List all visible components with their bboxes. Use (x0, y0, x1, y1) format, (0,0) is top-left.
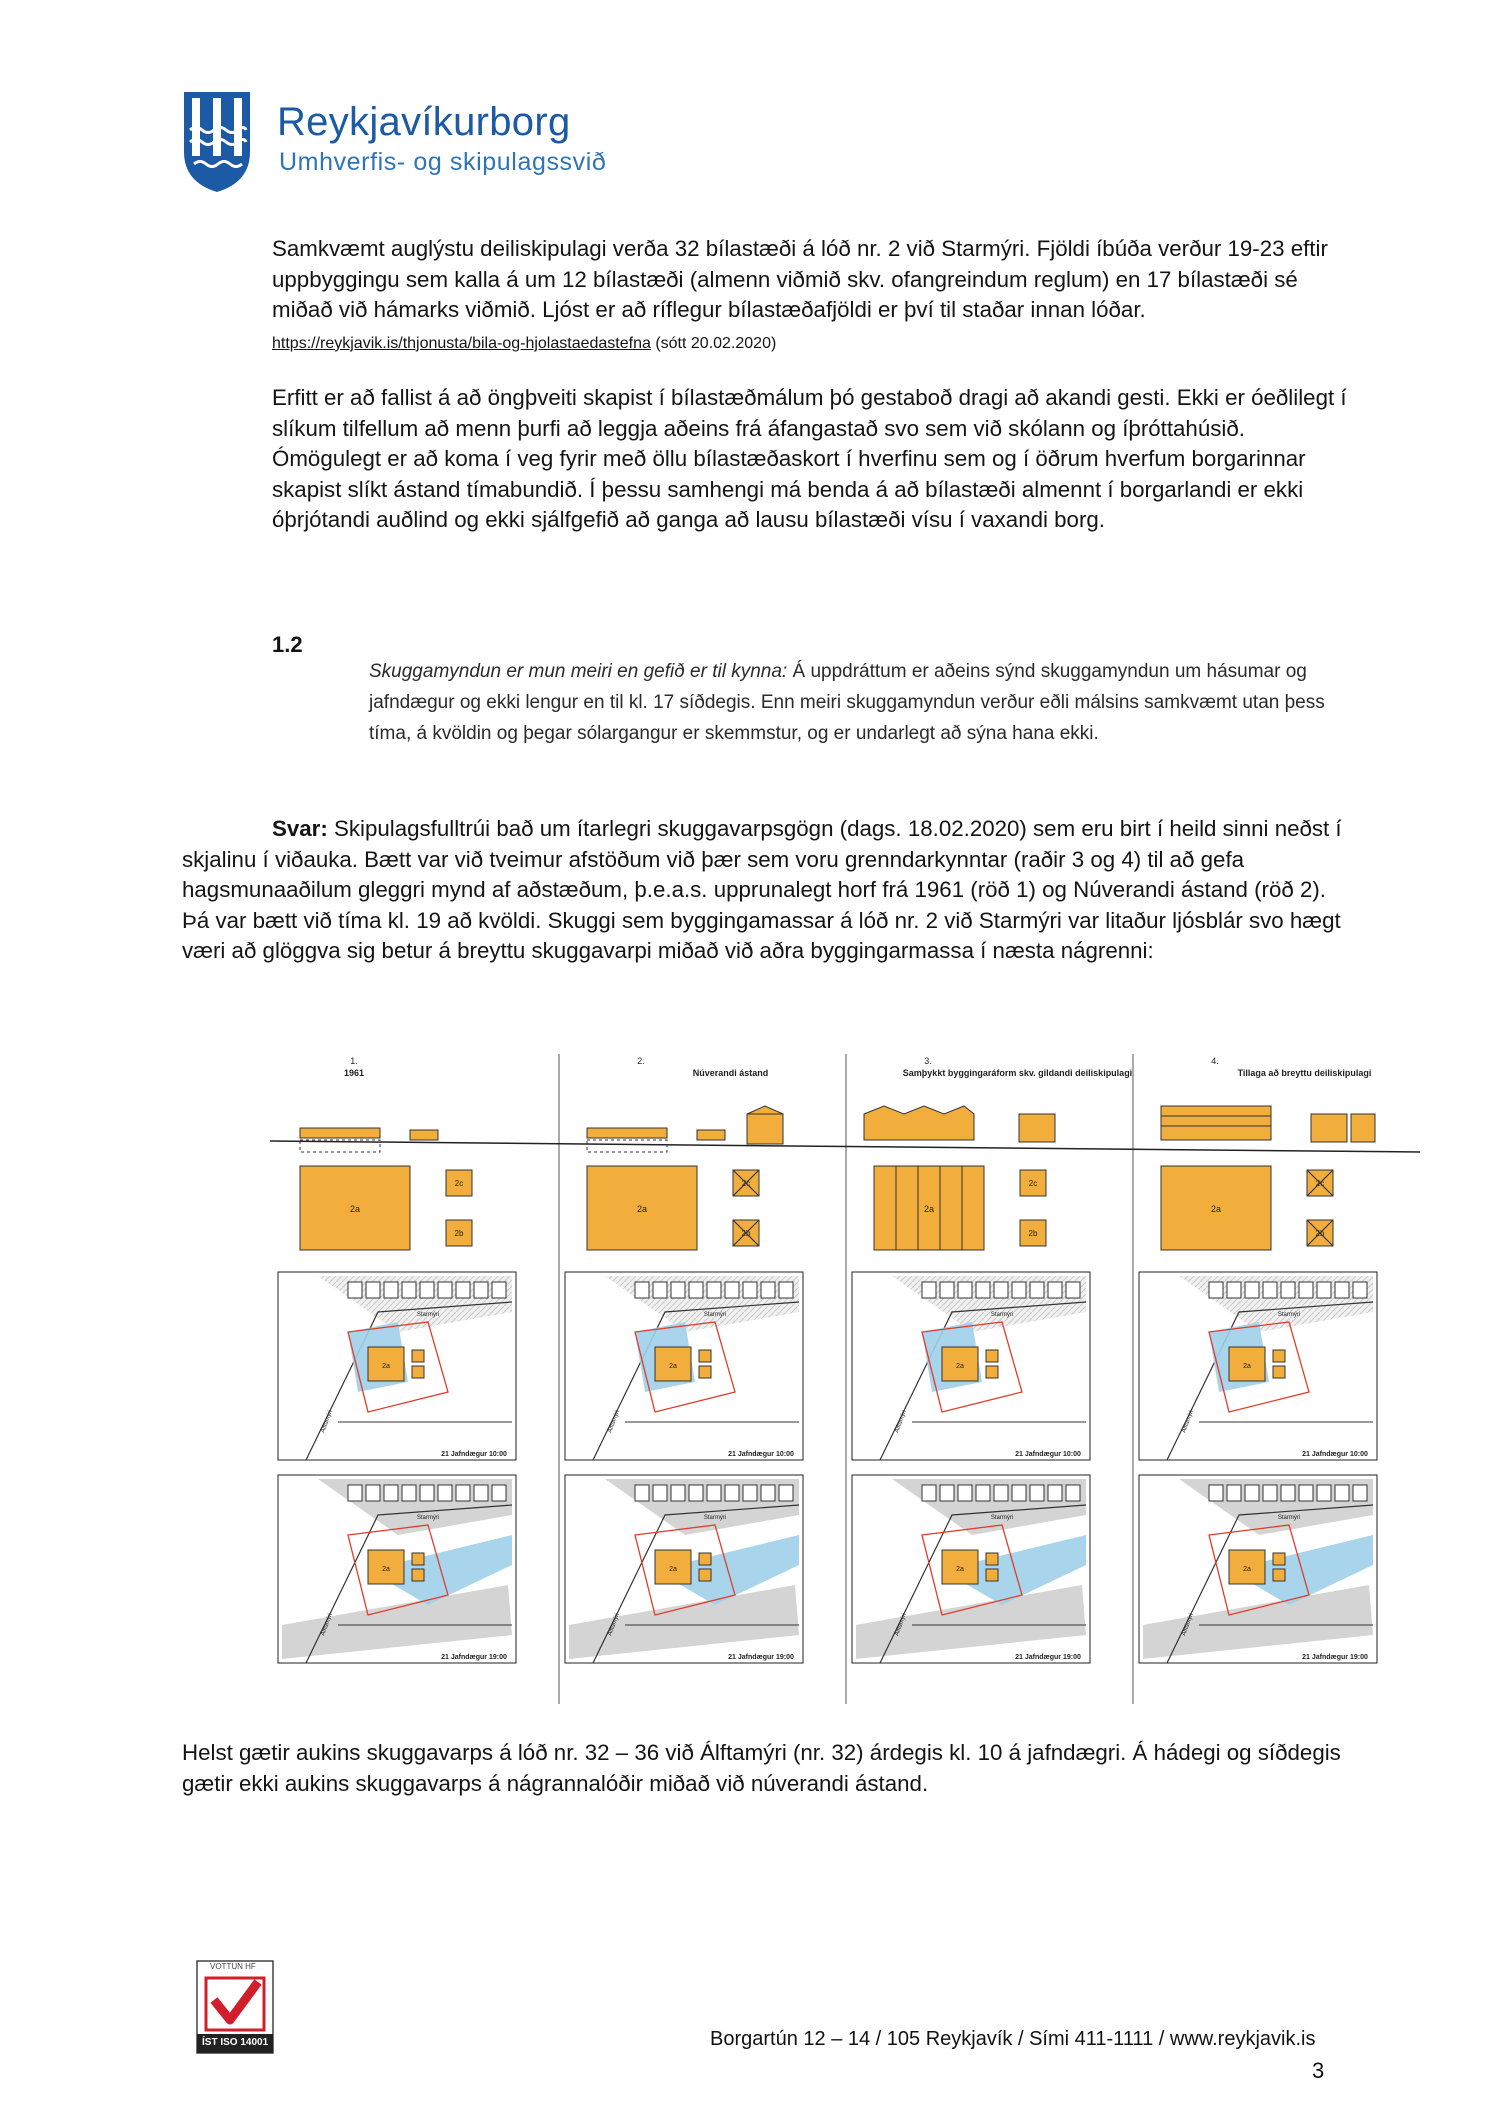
row-house (779, 1485, 793, 1501)
plan-label-2b: 2b (741, 1229, 751, 1238)
row-house (456, 1282, 470, 1298)
row-house (635, 1485, 649, 1501)
column-number: 2. (637, 1056, 645, 1066)
map-building-2b (412, 1569, 424, 1581)
elevation-building-b (410, 1130, 438, 1140)
row-house (402, 1485, 416, 1501)
row-house (671, 1282, 685, 1298)
map-street-label: Álftamýri (607, 1409, 621, 1434)
map-label-2a: 2a (956, 1363, 964, 1370)
row-house (384, 1282, 398, 1298)
map-label-2a: 2a (382, 1363, 390, 1370)
map-caption: 21 Jafndægur 19:00 (1302, 1654, 1368, 1661)
row-house (1245, 1485, 1259, 1501)
map-building-2c (412, 1553, 424, 1565)
row-house (1227, 1485, 1241, 1501)
map-street-label: Starmýri (703, 1312, 727, 1318)
header-logo (182, 90, 622, 195)
row-house (671, 1485, 685, 1501)
map-building-2b (412, 1366, 424, 1378)
map-caption: 21 Jafndægur 10:00 (728, 1451, 794, 1458)
row-house (456, 1485, 470, 1501)
row-house (635, 1282, 649, 1298)
map-street-label: Starmýri (1277, 1312, 1301, 1318)
row-house (1335, 1485, 1349, 1501)
quote-text: Á uppdráttum er aðeins sýnd skuggamyndun um hásumar og jafndægur og ekki lengur en til kl. 17 síðdegis. Enn meiri skuggamyndun verður eðli málsins samkvæmt utan þess tíma, á kvöldin og þegar sólargangur er skemmstur, og er undarlegt að sýna hana ekki. (369, 661, 1325, 744)
map-building-2c (412, 1350, 424, 1362)
cert-top-text: VOTTUN HF (210, 1962, 256, 1971)
row-house (1066, 1282, 1080, 1298)
map-building-2b (699, 1366, 711, 1378)
map-street-label: Starmýri (416, 1515, 440, 1521)
city-crest-icon (182, 90, 252, 194)
row-house (976, 1485, 990, 1501)
elevation-tower (1311, 1114, 1347, 1142)
plan-label-2a: 2a (636, 1204, 648, 1214)
row-house (366, 1282, 380, 1298)
map-caption: 21 Jafndægur 10:00 (1302, 1451, 1368, 1458)
map-label-2a: 2a (956, 1566, 964, 1573)
row-house (689, 1485, 703, 1501)
elevation-floor (1161, 1126, 1271, 1140)
map-building-2b (986, 1366, 998, 1378)
map-street-label: Álftamýri (607, 1612, 621, 1637)
row-house (384, 1485, 398, 1501)
row-house (1012, 1282, 1026, 1298)
answer-paragraph (182, 814, 1352, 967)
map-building-2c (699, 1350, 711, 1362)
row-house (761, 1485, 775, 1501)
map-building-2b (699, 1569, 711, 1581)
row-house (1245, 1282, 1259, 1298)
paragraph-parking (272, 234, 1352, 357)
row-house (1209, 1282, 1223, 1298)
row-house (761, 1282, 775, 1298)
map-street-label: Starmýri (703, 1515, 727, 1521)
row-house (492, 1282, 506, 1298)
row-house (707, 1485, 721, 1501)
row-house (653, 1485, 667, 1501)
map-building-2c (699, 1553, 711, 1565)
plan-label-2c: 2c (1028, 1179, 1038, 1188)
row-house (1048, 1485, 1062, 1501)
elevation-building-b (697, 1130, 725, 1140)
row-house (1263, 1282, 1277, 1298)
map-street-label: Álftamýri (894, 1612, 908, 1637)
row-house (474, 1485, 488, 1501)
row-house (1281, 1485, 1295, 1501)
reference-link[interactable]: https://reykjavik.is/thjonusta/bila-og-hjolastaedastefna (272, 334, 651, 352)
row-house (940, 1485, 954, 1501)
row-house (922, 1282, 936, 1298)
row-house (1012, 1485, 1026, 1501)
row-house (779, 1282, 793, 1298)
row-house (1299, 1485, 1313, 1501)
row-house (474, 1282, 488, 1298)
plan-label-2c: 2c (741, 1179, 751, 1188)
section-number: 1.2 (272, 632, 303, 657)
map-building-2b (1273, 1569, 1285, 1581)
elevation-floor (1161, 1116, 1271, 1126)
row-house (1281, 1282, 1295, 1298)
row-house (994, 1485, 1008, 1501)
map-caption: 21 Jafndægur 19:00 (441, 1654, 507, 1661)
elevation-tower (1351, 1114, 1375, 1142)
row-house (707, 1282, 721, 1298)
row-house (1066, 1485, 1080, 1501)
row-house (438, 1282, 452, 1298)
row-house (402, 1282, 416, 1298)
row-house (1048, 1282, 1062, 1298)
iso-certification-logo (196, 1960, 274, 2054)
elevation-floor (1161, 1106, 1271, 1116)
map-street-label: Starmýri (990, 1515, 1014, 1521)
page-number: 3 (1312, 2058, 1325, 2083)
paragraph-congestion: Erfitt er að fallist á að öngþveiti skapist í bílastæðmálum þó gestaboð dragi að akandi gesti. Ekki er óeðlilegt í slíkum tilfellum að menn þurfi að leggja aðeins frá áfangastað svo sem við skólann og íþróttahúsið. Ómögulegt er að koma í veg fyrir með öllu bílastæðaskort í hverfinu sem og í öðrum hverfum borgarinnar skapist slíkt ástand tímabundið. Í þessu samhengi má benda á að bílastæði almennt í borgarlandi er ekki óþrjótandi auðlind og ekki sjálfgefið að ganga að lausu bílastæði vísu í vaxandi borg. (272, 385, 1347, 532)
objection-quote (369, 656, 1329, 749)
basement-outline (587, 1140, 667, 1152)
map-street-label: Álftamýri (320, 1409, 334, 1434)
map-building-2b (1273, 1366, 1285, 1378)
row-house (1209, 1485, 1223, 1501)
map-label-2a: 2a (1243, 1566, 1251, 1573)
row-house (1030, 1485, 1044, 1501)
row-house (420, 1282, 434, 1298)
row-house (1317, 1282, 1331, 1298)
column-number: 3. (924, 1056, 932, 1066)
shadow-study-drawing (270, 1054, 1420, 1704)
row-house (366, 1485, 380, 1501)
row-house (348, 1282, 362, 1298)
row-house (689, 1282, 703, 1298)
elevation-sawtooth (864, 1106, 974, 1140)
plan-label-2b: 2b (1028, 1229, 1038, 1238)
map-caption: 21 Jafndægur 10:00 (441, 1451, 507, 1458)
elevation-tower (747, 1114, 783, 1144)
row-house (940, 1282, 954, 1298)
row-house (976, 1282, 990, 1298)
conclusion-paragraph: Helst gætir aukins skuggavarps á lóð nr. 32 – 36 við Álftamýri (nr. 32) árdegis kl. 10 á jafndægri. Á hádegi og síðdegis gætir ekki aukins skuggavarps á nágrannalóðir miðað við núverandi ástand. (182, 1740, 1341, 1796)
row-house (420, 1485, 434, 1501)
map-street-label: Álftamýri (894, 1409, 908, 1434)
map-street-label: Starmýri (990, 1312, 1014, 1318)
row-house (492, 1485, 506, 1501)
row-house (438, 1485, 452, 1501)
row-house (1263, 1485, 1277, 1501)
map-caption: 21 Jafndægur 10:00 (1015, 1451, 1081, 1458)
row-house (1335, 1282, 1349, 1298)
plan-label-2c: 2c (1315, 1179, 1325, 1188)
plan-label-2b: 2b (1315, 1229, 1325, 1238)
org-name: Reykjavíkurborg (277, 100, 571, 144)
row-house (743, 1282, 757, 1298)
map-building-2c (986, 1350, 998, 1362)
cert-bottom-text: ÍST ISO 14001 (202, 2037, 269, 2048)
elevation-tower (1019, 1114, 1055, 1142)
map-street-label: Starmýri (1277, 1515, 1301, 1521)
map-caption: 21 Jafndægur 19:00 (728, 1654, 794, 1661)
map-street-label: Álftamýri (320, 1612, 334, 1637)
row-house (743, 1485, 757, 1501)
map-street-label: Starmýri (416, 1312, 440, 1318)
row-house (1353, 1485, 1367, 1501)
elevation-roof (747, 1106, 783, 1114)
row-house (1299, 1282, 1313, 1298)
paragraph-text: Samkvæmt auglýstu deiliskipulagi verða 32 bílastæði á lóð nr. 2 við Starmýri. Fjöldi íbúða verður 19-23 eftir uppbyggingu sem kalla á um 12 bílastæði (almenn viðmið skv. ofangreindum reglum) en 17 bílastæði sé miðað við hámarks viðmið. Ljóst er að ríflegur bílastæðafjöldi er því til staðar innan lóðar. (272, 236, 1328, 322)
row-house (922, 1485, 936, 1501)
elevation-building-a (587, 1128, 667, 1138)
row-house (653, 1282, 667, 1298)
column-number: 1. (350, 1056, 358, 1066)
reference-note: (sótt 20.02.2020) (655, 334, 777, 352)
row-house (1353, 1282, 1367, 1298)
map-building-2c (1273, 1350, 1285, 1362)
column-title: Tillaga að breyttu deiliskipulagi (1237, 1068, 1372, 1078)
map-label-2a: 2a (669, 1566, 677, 1573)
ground-line (270, 1141, 1420, 1152)
row-house (958, 1485, 972, 1501)
column-title: Samþykkt byggingaráform skv. gildandi deiliskipulagi (902, 1068, 1133, 1078)
map-building-2c (1273, 1553, 1285, 1565)
map-street-label: Álftamýri (1181, 1612, 1195, 1637)
answer-text: Skipulagsfulltrúi bað um ítarlegri skuggavarpsgögn (dags. 18.02.2020) sem eru birt í heild sinni neðst í skjalinu í viðauka. Bætt var við tveimur afstöðum við þær sem voru grenndarkynntar (raðir 3 og 4) til að gefa hagsmunaaðilum gleggri mynd af aðstæðum, þ.e.a.s. upprunalegt horf frá 1961 (röð 1) og Núverandi ástand (röð 2). Þá var bætt við tíma kl. 19 að kvöldi. Skuggi sem byggingamassar á lóð nr. 2 við Starmýri var litaður ljósblár svo hægt væri að glöggva sig betur á breyttu skuggavarpi miðað við aðra byggingarmassa í næsta nágrenni: (182, 816, 1342, 963)
row-house (958, 1282, 972, 1298)
plan-label-2a: 2a (923, 1204, 935, 1214)
map-caption: 21 Jafndægur 19:00 (1015, 1654, 1081, 1661)
plan-label-2c: 2c (454, 1179, 464, 1188)
map-building-2b (986, 1569, 998, 1581)
shadow-study-figure (270, 1054, 1420, 1704)
answer-label: Svar: (272, 816, 328, 841)
row-house (1030, 1282, 1044, 1298)
plan-label-2a: 2a (1210, 1204, 1222, 1214)
footer-address: Borgartún 12 – 14 / 105 Reykjavík / Sími 411-1111 / www.reykjavik.is (710, 2028, 1316, 2050)
row-house (1317, 1485, 1331, 1501)
map-street-label: Álftamýri (1181, 1409, 1195, 1434)
map-label-2a: 2a (669, 1363, 677, 1370)
elevation-building-a (300, 1128, 380, 1138)
column-title: 1961 (343, 1068, 365, 1078)
map-building-2c (986, 1553, 998, 1565)
map-label-2a: 2a (382, 1566, 390, 1573)
row-house (725, 1485, 739, 1501)
quote-heading: Skuggamyndun er mun meiri en gefið er til kynna: (369, 661, 788, 682)
dept-name: Umhverfis- og skipulagssvið (279, 148, 607, 176)
plan-label-2b: 2b (454, 1229, 464, 1238)
column-title: Núverandi ástand (692, 1068, 769, 1078)
column-number: 4. (1211, 1056, 1219, 1066)
row-house (994, 1282, 1008, 1298)
row-house (725, 1282, 739, 1298)
row-house (348, 1485, 362, 1501)
map-label-2a: 2a (1243, 1363, 1251, 1370)
row-house (1227, 1282, 1241, 1298)
plan-label-2a: 2a (349, 1204, 361, 1214)
